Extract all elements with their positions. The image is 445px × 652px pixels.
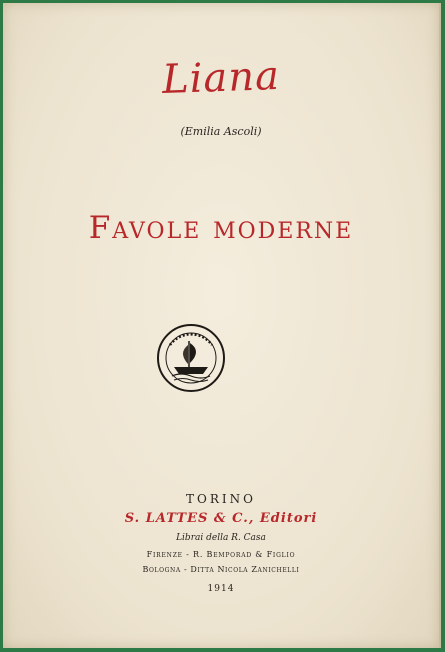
imprint-year: 1914 bbox=[207, 584, 235, 594]
imprint-publisher: S. LATTES & C., Editori bbox=[124, 511, 318, 526]
book-title: Favole moderne bbox=[88, 210, 354, 246]
author-real-name: (Emilia Ascoli) bbox=[180, 125, 262, 138]
imprint-branch-bologna: Bologna - Ditta Nicola Zanichelli bbox=[142, 565, 300, 574]
author-signature: Liana bbox=[161, 52, 281, 104]
imprint-city: TORINO bbox=[186, 492, 256, 506]
book-cover bbox=[3, 3, 441, 648]
imprint-subtitle: Librai della R. Casa bbox=[176, 533, 266, 543]
imprint-branch-florence: Firenze - R. Bemporad & Figlio bbox=[146, 550, 296, 559]
publisher-seal-icon bbox=[156, 323, 226, 393]
